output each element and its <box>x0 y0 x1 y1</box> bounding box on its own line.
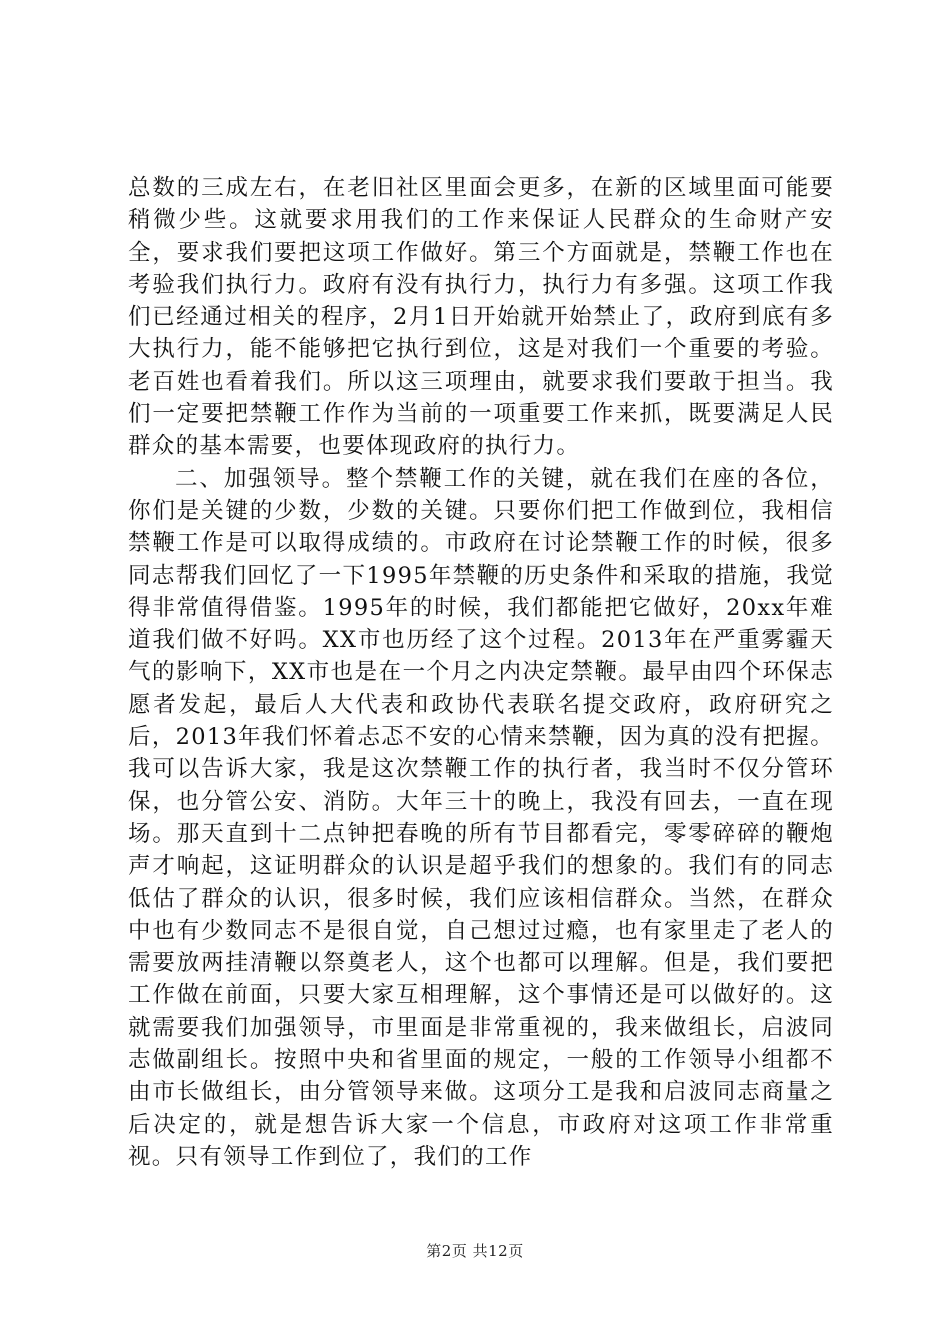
paragraph-continuation: 总数的三成左右，在老旧社区里面会更多，在新的区域里面可能要稍微少些。这就要求用我们的工作来保证人民群众的生命财产安全，要求我们要把这项工作做好。第三个方面就是，禁鞭工作也在考验我们执行力。政府有没有执行力，执行力有多强。这项工作我们已经通过相关的程序，2月1日开始就开始禁止了，政府到底有多大执行力，能不能够把它执行到位，这是对我们一个重要的考验。老百姓也看着我们。所以这三项理由，就要求我们要敢于担当。我们一定要把禁鞭工作作为当前的一项重要工作来抓，既要满足人民群众的基本需要，也要体现政府的执行力。 <box>128 175 834 460</box>
paragraph-section-two: 二、加强领导。整个禁鞭工作的关键，就在我们在座的各位，你们是关键的少数，少数的关键。只要你们把工作做到位，我相信禁鞭工作是可以取得成绩的。市政府在讨论禁鞭工作的时候，很多同志帮我们回忆了一下1995年禁鞭的历史条件和采取的措施，我觉得非常值得借鉴。1995年的时候，我们都能把它做好，20xx年难道我们做不好吗。XX市也历经了这个过程。2013年在严重雾霾天气的影响下，XX市也是在一个月之内决定禁鞭。最早由四个环保志愿者发起，最后人大代表和政协代表联名提交政府，政府研究之后，2013年我们怀着忐忑不安的心情来禁鞭，因为真的没有把握。我可以告诉大家，我是这次禁鞭工作的执行者，我当时不仅分管环保，也分管公安、消防。大年三十的晚上，我没有回去，一直在现场。那天直到十二点钟把春晚的所有节目都看完，零零碎碎的鞭炮声才响起，这证明群众的认识是超乎我们的想象的。我们有的同志低估了群众的认识，很多时候，我们应该相信群众。当然，在群众中也有少数同志不是很自觉，自己想过过瘾，也有家里走了老人的需要放两挂清鞭以祭奠老人，这个也都可以理解。但是，我们要把工作做在前面，只要大家互相理解，这个事情还是可以做好的。这就需要我们加强领导，市里面是非常重视的，我来做组长，启波同志做副组长。按照中央和省里面的规定，一般的工作领导小组都不由市长做组长，由分管领导来做。这项分工是我和启波同志商量之后决定的，就是想告诉大家一个信息，市政府对这项工作非常重视。只有领导工作到位了，我们的工作 <box>128 465 834 1170</box>
document-body <box>128 172 834 1173</box>
page-number-footer: 第2页 共12页 <box>426 1242 524 1260</box>
